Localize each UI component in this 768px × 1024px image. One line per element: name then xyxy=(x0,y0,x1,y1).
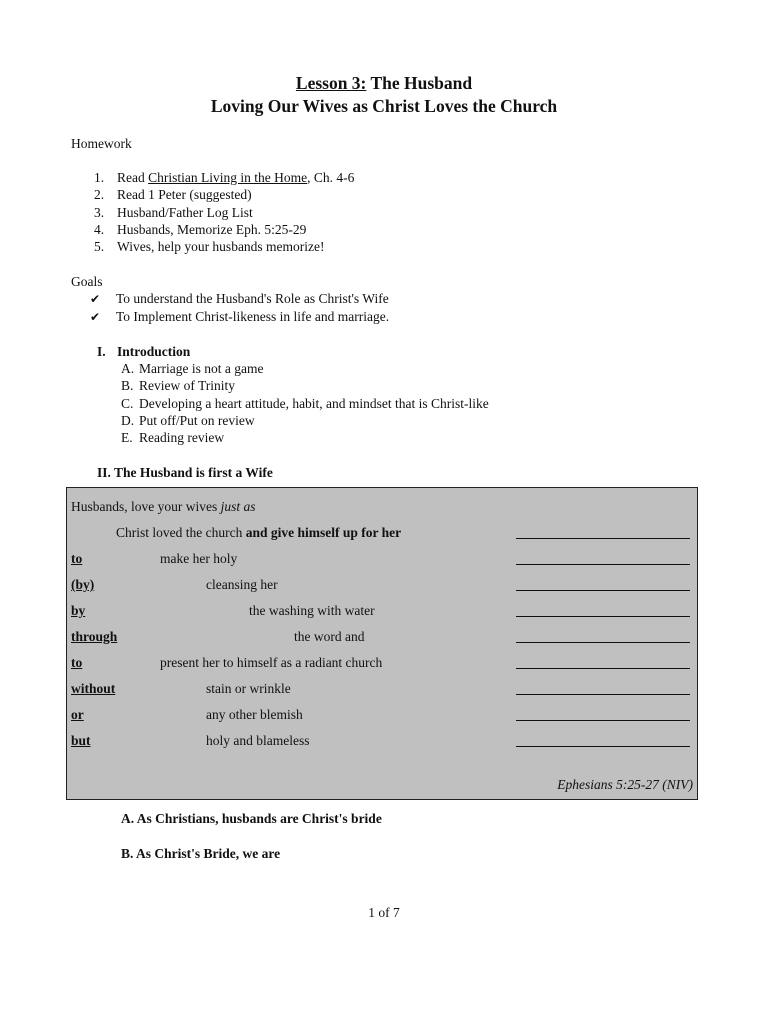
scripture-line: Christ loved the church and give himself up for her xyxy=(67,525,697,545)
scripture-line: or any other blemish xyxy=(67,707,697,727)
page-number: 1 of 7 xyxy=(368,905,400,920)
scripture-line: through the word and xyxy=(67,629,697,649)
fill-in-blank xyxy=(516,642,690,643)
outline-item: D. Put off/Put on review xyxy=(121,413,255,428)
outline-item: B. Review of Trinity xyxy=(121,378,236,393)
scripture-intro: Husbands, love your wives just as xyxy=(71,499,256,514)
scripture-line: to present her to himself as a radiant church xyxy=(67,655,697,675)
homework-item: 3. Husband/Father Log List xyxy=(94,205,253,220)
goals-heading: Goals xyxy=(71,274,103,289)
fill-in-blank xyxy=(516,746,690,747)
fill-in-blank xyxy=(516,538,690,539)
section-heading: II. The Husband is first a Wife xyxy=(97,465,273,480)
homework-item: 4. Husbands, Memorize Eph. 5:25-29 xyxy=(94,222,307,237)
homework-item: 2. Read 1 Peter (suggested) xyxy=(94,187,252,202)
lesson-label: Lesson 3: xyxy=(295,73,367,93)
book-title: Christian Living in the Home xyxy=(148,170,308,185)
scripture-line: without stain or wrinkle xyxy=(67,681,697,701)
homework-item: 5. Wives, help your husbands memorize! xyxy=(94,239,325,254)
checkmark-icon: ✔ xyxy=(90,310,101,324)
outline-item: C. Developing a heart attitude, habit, and mindset that is Christ-like xyxy=(121,396,489,411)
goal-item: ✔ To Implement Christ-likeness in life and marriage. xyxy=(90,309,390,324)
lesson-subtitle: Loving Our Wives as Christ Loves the Church xyxy=(210,96,558,116)
fill-in-blank xyxy=(516,720,690,721)
scripture-line: by the washing with water xyxy=(67,603,697,623)
outline-item: E. Reading review xyxy=(121,430,225,445)
fill-in-blank xyxy=(516,590,690,591)
goal-item: ✔ To understand the Husband's Role as Christ's Wife xyxy=(90,291,389,306)
section-heading: I. Introduction xyxy=(97,344,191,359)
scripture-box xyxy=(66,487,698,800)
lesson-name: The Husband xyxy=(370,73,473,93)
scripture-citation: Ephesians 5:25-27 (NIV) xyxy=(557,777,693,792)
scripture-line: to make her holy xyxy=(67,551,697,571)
keyword: through xyxy=(71,629,118,644)
outline-item: A. Marriage is not a game xyxy=(121,361,264,376)
lesson-title xyxy=(0,73,768,94)
homework-item: 1. Read Christian Living in the Home, Ch. 4-6 xyxy=(94,170,355,185)
fill-in-blank xyxy=(516,668,690,669)
keyword: but xyxy=(71,733,91,748)
fill-in-blank xyxy=(516,616,690,617)
keyword: (by) xyxy=(71,577,95,592)
subpoint: B. As Christ's Bride, we are xyxy=(121,846,281,861)
scripture-line: but holy and blameless xyxy=(67,733,697,753)
keyword: or xyxy=(71,707,84,722)
subpoint: A. As Christians, husbands are Christ's bride xyxy=(121,811,382,826)
keyword: without xyxy=(71,681,116,696)
fill-in-blank xyxy=(516,564,690,565)
checkmark-icon: ✔ xyxy=(90,292,101,306)
keyword: by xyxy=(71,603,86,618)
homework-heading: Homework xyxy=(71,136,132,151)
scripture-line: (by) cleansing her xyxy=(67,577,697,597)
keyword: to xyxy=(71,655,83,670)
keyword: to xyxy=(71,551,83,566)
fill-in-blank xyxy=(516,694,690,695)
